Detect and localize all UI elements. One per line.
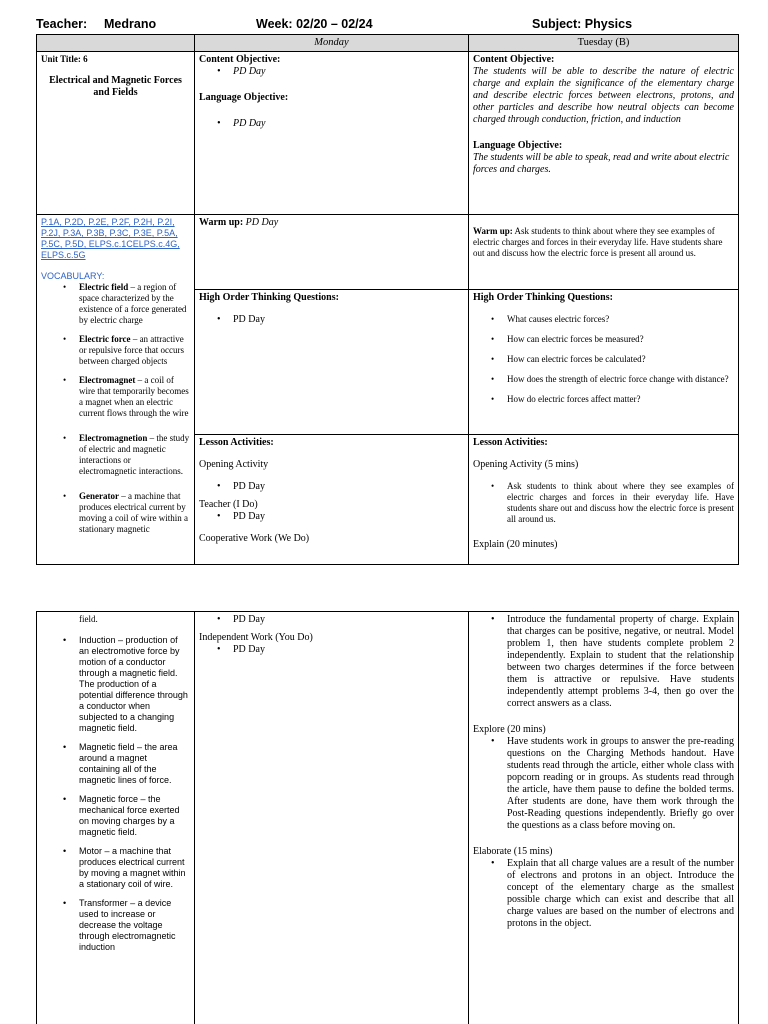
vocab-item: • Induction – production of an electromotive force by motion of a conductor through a magnetic field. The production of a potential difference through a conductor when subjected to a changing magnetic field. xyxy=(41,635,190,734)
monday-objectives-cell xyxy=(195,52,469,215)
tuesday-explain: • Introduce the fundamental property of charge. Explain that charges can be positive, negative, or neutral. Model problem 1, then have students complete problem 2 independently. Explain to student that the relationship between two charges determines if the force between them is attractive or repulsive. Have students independently attempt problems 3-4, then go over the correct answers as a class. xyxy=(473,614,734,710)
tuesday-hot-cell xyxy=(469,290,739,435)
tuesday-warmup-label: Warm up: xyxy=(473,226,513,236)
day-header-tuesday: Tuesday (B) xyxy=(469,35,739,52)
tuesday-lesson-cell xyxy=(469,435,739,565)
lesson-plan-page-1 xyxy=(36,34,739,565)
vocab-item: • Magnetic force – the mechanical force exerted on moving charges by a magnetic field. xyxy=(41,794,190,838)
vocab-item: • Transformer – a device used to increase or decrease the voltage through electromagnetic induction xyxy=(41,898,190,953)
monday-indep-label: Independent Work (You Do) xyxy=(199,632,313,643)
hot-question: • How do electric forces affect matter? xyxy=(473,394,734,405)
vocab-item: • Motor – a machine that produces electrical current by moving a magnet within a stationary coil of wire. xyxy=(41,846,190,890)
monday-language-objective: • PD Day xyxy=(199,118,464,130)
tuesday-elaborate-label: Elaborate (15 mins) xyxy=(473,846,553,857)
monday-lesson-label: Lesson Activities: xyxy=(199,437,274,448)
vocab-item: • Generator – a machine that produces electrical current by moving a coil of wire within a stationary magnetic xyxy=(41,491,190,535)
monday-opening: • PD Day xyxy=(199,481,464,493)
vocab-item: • Electric field – a region of space characterized by the existence of a force generated by electric charge xyxy=(41,282,190,326)
monday-content-objective: • PD Day xyxy=(199,66,464,78)
vocab-continued-cell xyxy=(37,612,195,1024)
hot-question: • What causes electric forces? xyxy=(473,314,734,325)
monday-indep: • PD Day xyxy=(199,644,464,656)
monday-teacher-label: Teacher (I Do) xyxy=(199,499,258,510)
tuesday-opening-label: Opening Activity (5 mins) xyxy=(473,459,579,470)
vocab-item: • Electromagnet – a coil of wire that temporarily becomes a magnet when an electric current flows through the wire xyxy=(41,375,190,419)
tuesday-elaborate: • Explain that all charge values are a result of the number of electrons and protons in an object. Introduce the concept of the elementary charge as the smallest possible charge which can exist and describe that all charge values are based on the number of electrons and protons in the object. xyxy=(473,858,734,930)
hot-question: • How can electric forces be measured? xyxy=(473,334,734,345)
monday-teacher: • PD Day xyxy=(199,511,464,523)
monday-work-cell xyxy=(195,612,469,1024)
monday-hot-item: • PD Day xyxy=(199,314,464,326)
tuesday-explore: • Have students work in groups to answer the pre-reading questions on the Charging Methods handout. Have students read through the article, either whole class with popcorn reading or in groups. As students read through the article, have them pause to define the bolded terms. After students are done, have them work through the Post-Reading questions independently. Briefly go over the questions as a class before moving on. xyxy=(473,736,734,832)
monday-warmup: PD Day xyxy=(245,217,279,228)
monday-opening-label: Opening Activity xyxy=(199,459,269,470)
vocabulary-heading: VOCABULARY: xyxy=(41,271,105,281)
lesson-plan-page-2 xyxy=(36,611,739,1024)
tuesday-warmup-cell xyxy=(469,215,739,290)
vocab-item: • Electric force – an attractive or repulsive force that occurs between charged objects xyxy=(41,334,190,367)
monday-coop: • PD Day xyxy=(199,614,464,626)
hot-question: • How does the strength of electric force change with distance? xyxy=(473,374,734,385)
blank-header-cell xyxy=(37,35,195,52)
tuesday-activities-cell xyxy=(469,612,739,1024)
vocab-fragment: field. xyxy=(79,614,98,624)
vocabulary-list xyxy=(41,282,190,535)
monday-hot-cell xyxy=(195,290,469,435)
tuesday-objectives-cell xyxy=(469,52,739,215)
teacher-name: Medrano xyxy=(104,17,157,31)
monday-warmup-cell xyxy=(195,215,469,290)
monday-lesson-cell xyxy=(195,435,469,565)
vocabulary-list-continued xyxy=(41,635,190,953)
unit-title-cell xyxy=(37,52,195,215)
tuesday-warmup: Ask students to think about where they see examples of electric charges and forces in their everyday life. Have students share out and discuss how the electric force is present all around us. xyxy=(473,226,723,258)
standards-vocab-cell xyxy=(37,215,195,565)
tuesday-explain-label: Explain (20 minutes) xyxy=(473,539,558,550)
day-header-monday: Monday xyxy=(195,35,469,52)
standards-links[interactable]: P.1A, P.2D, P.2E, P.2F, P.2H, P.2I, P.2J, P.3A, P.3B, P.3C, P.3E, P.5A, P.5C, P.5D, ELPS.c.1CELPS.c.4G, ELPS.c.5G xyxy=(41,217,180,260)
monday-warmup-label: Warm up: xyxy=(199,217,244,228)
tuesday-language-objective-label: Language Objective: xyxy=(473,140,563,151)
tuesday-content-objective: The students will be able to describe the nature of electric charge and explain the significance of the elementary charge and describe electric forces between electrons, protons, and other particles and describe how neutral objects can become charged through conduction, friction, and induction xyxy=(473,66,734,125)
hot-question: • How can electric forces be calculated? xyxy=(473,354,734,365)
tuesday-content-objective-label: Content Objective: xyxy=(473,54,555,65)
monday-content-objective-label: Content Objective: xyxy=(199,54,281,65)
unit-title: Electrical and Magnetic Forces and Fields xyxy=(49,75,182,98)
vocab-item: • Magnetic field – the area around a magnet containing all of the magnetic lines of force. xyxy=(41,742,190,786)
vocab-item: • Electromagnetion – the study of electric and magnetic interactions or electromagnetic interactions. xyxy=(41,433,190,477)
unit-title-label: Unit Title: 6 xyxy=(41,54,88,64)
week-range: Week: 02/20 – 02/24 xyxy=(256,17,373,31)
monday-language-objective-label: Language Objective: xyxy=(199,92,289,103)
subject: Subject: Physics xyxy=(532,17,633,31)
tuesday-language-objective: The students will be able to speak, read and write about electric forces and charges. xyxy=(473,152,730,175)
monday-hot-label: High Order Thinking Questions: xyxy=(199,292,339,303)
tuesday-explore-label: Explore (20 mins) xyxy=(473,724,546,735)
tuesday-hot-list xyxy=(473,314,734,405)
tuesday-hot-label: High Order Thinking Questions: xyxy=(473,292,613,303)
teacher-label: Teacher: xyxy=(36,17,88,31)
tuesday-lesson-label: Lesson Activities: xyxy=(473,437,548,448)
monday-coop-label: Cooperative Work (We Do) xyxy=(199,533,310,544)
tuesday-opening: • Ask students to think about where they see examples of electric charges and forces in their everyday life. Have students share out and discuss how the electric force is present all around us. xyxy=(473,481,734,525)
